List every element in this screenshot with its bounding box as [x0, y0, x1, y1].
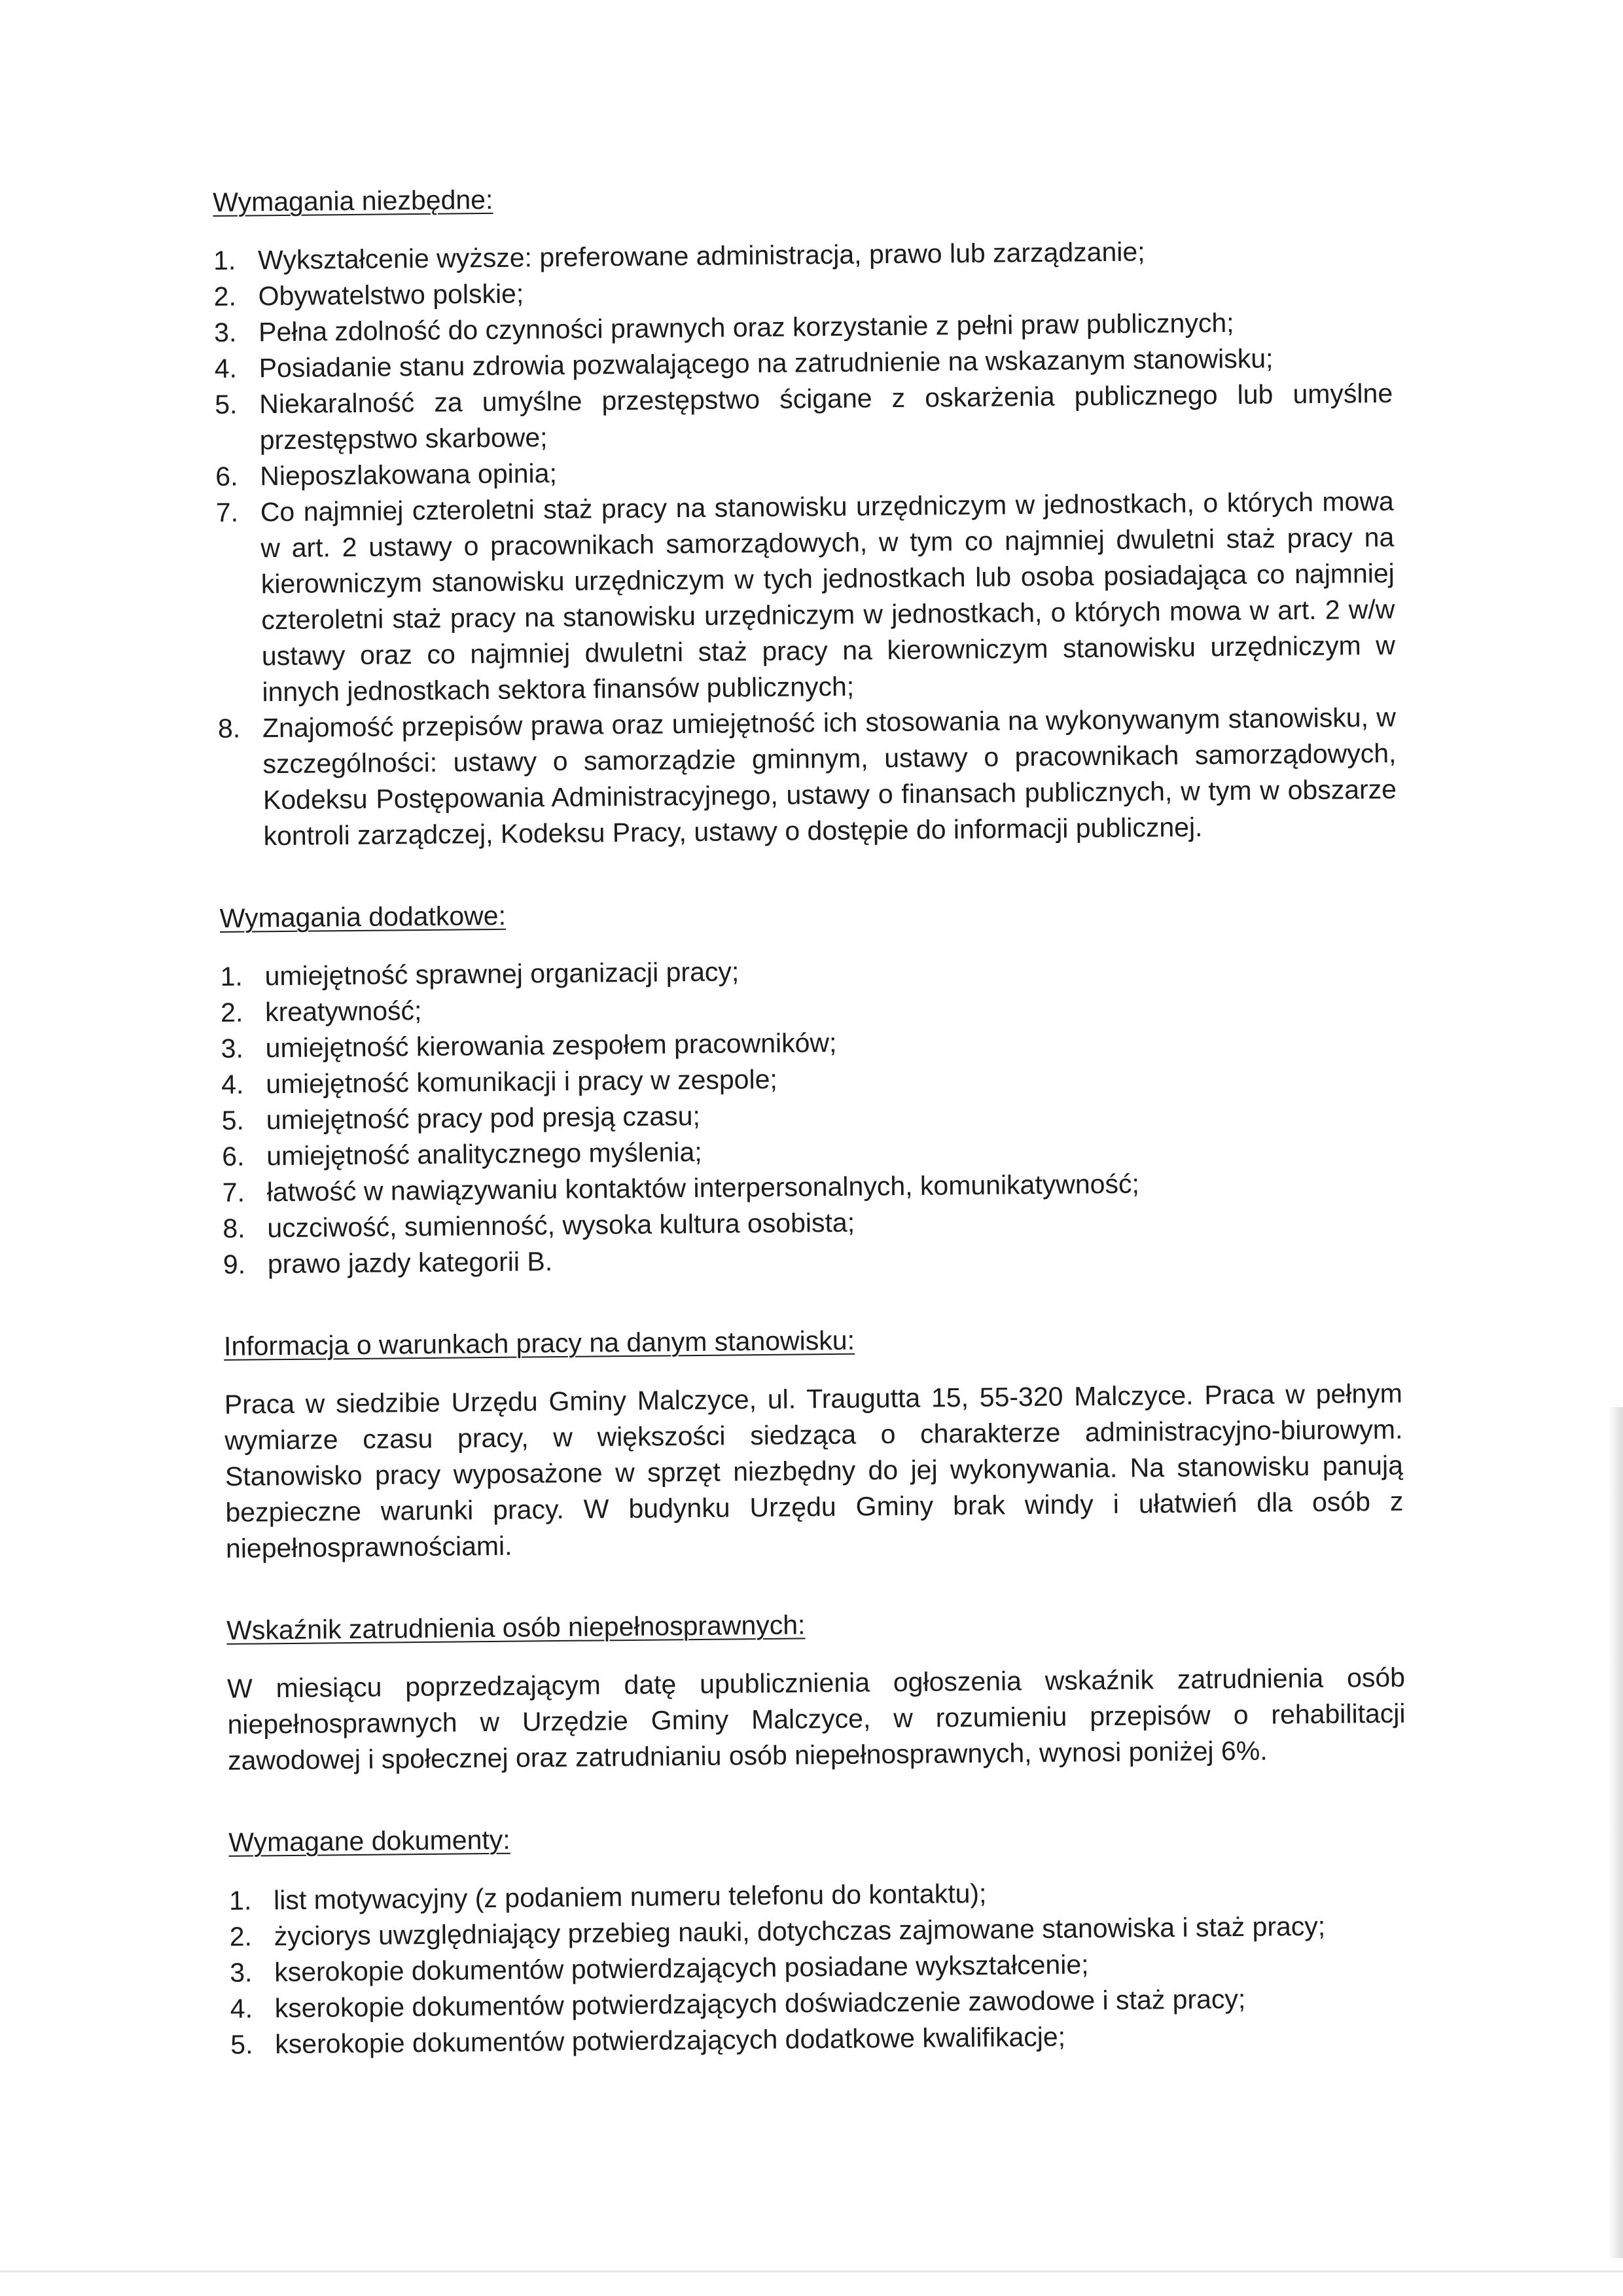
- list-item-text: umiejętność analitycznego myślenia;: [266, 1136, 702, 1172]
- list-item-number: 3.: [213, 317, 237, 348]
- list-item-text: umiejętność sprawnej organizacji pracy;: [264, 956, 740, 992]
- list-item-text: kserokopie dokumentów potwierdzających dodatkowe kwalifikacje;: [275, 2021, 1066, 2060]
- list-item-text: prawo jazdy kategorii B.: [267, 1246, 553, 1280]
- list-item: [218, 700, 1397, 855]
- list-item-text: kserokopie dokumentów potwierdzających doświadczenie zawodowe i staż pracy;: [274, 1983, 1246, 2024]
- list-item-number: 5.: [221, 1105, 245, 1136]
- section-required-requirements: [213, 173, 1397, 855]
- list-item-text: łatwość w nawiązywaniu kontaktów interpersonalnych, komunikatywność;: [266, 1168, 1140, 1208]
- list-item-text: Niekaralność za umyślne przestępstwo ścigane z oskarżenia publicznego lub umyślne przestępstwo skarbowe;: [259, 378, 1393, 456]
- list-item-number: 3.: [230, 1957, 253, 1988]
- list-item-number: 4.: [230, 1993, 253, 2024]
- list-item-number: 2.: [213, 281, 237, 312]
- list-item-number: 8.: [223, 1213, 245, 1244]
- list-item-number: 1.: [220, 961, 243, 992]
- list-item-number: 6.: [222, 1141, 245, 1172]
- list-item-number: 3.: [221, 1033, 244, 1064]
- section-additional-requirements: [220, 889, 1402, 1283]
- scan-shadow-bottom: [0, 2270, 1623, 2272]
- section-heading: Wymagania niezbędne:: [213, 184, 493, 217]
- list-item-number: 7.: [222, 1177, 245, 1208]
- list-item-text: Nieposzlakowana opinia;: [260, 457, 558, 492]
- list-item-text: uczciwość, sumienność, wysoka kultura osobista;: [267, 1207, 855, 1244]
- list-item-text: Pełna zdolność do czynności prawnych oraz korzystanie z pełni praw publicznych;: [258, 308, 1234, 348]
- list-item-text: Wykształcenie wyższe: preferowane administracja, prawo lub zarządzanie;: [257, 236, 1145, 276]
- list-item-text: Znajomość przepisów prawa oraz umiejętność ich stosowania na wykonywanym stanowisku, w szczególności: ustawy o samorządzie gminnym, ustawy o pracownikach samorządowych, Kodeksu Postępowania Administracyjnego, ustawy o finansach publicznych, w tym w obszarze kontroli zarządczej, Kodeksu Pracy, ustawy o dostępie do informacji publicznej.: [262, 702, 1397, 852]
- list-item-text: życiorys uwzględniający przebieg nauki, dotychczas zajmowane stanowiska i staż pracy;: [274, 1910, 1326, 1952]
- list-item-number: 5.: [230, 2029, 253, 2060]
- disability-employment-rate-paragraph: W miesiącu poprzedzającym datę upublicznienia ogłoszenia wskaźnik zatrudnienia osób niepełnosprawnych w Urzędzie Gminy Malczyce, w rozumieniu przepisów o rehabilitacji zawodowej i społecznej oraz zatrudnianiu osób niepełnosprawnych, wynosi poniżej 6%.: [226, 1662, 1406, 1776]
- list-item-number: 8.: [217, 713, 241, 744]
- list-item-number: 6.: [215, 461, 238, 492]
- list-item-text: umiejętność kierowania zespołem pracowników;: [265, 1027, 837, 1064]
- section-required-documents: [228, 1814, 1408, 2063]
- list-item-text: umiejętność komunikacji i pracy w zespole;: [265, 1064, 777, 1100]
- list-item: [216, 484, 1396, 711]
- section-heading: Wymagane dokumenty:: [228, 1824, 510, 1857]
- list-item-text: Posiadanie stanu zdrowia pozwalającego na zatrudnienie na wskazanym stanowisku;: [259, 343, 1274, 384]
- section-heading: Informacja o warunkach pracy na danym stanowisku:: [223, 1325, 855, 1361]
- list-item: [215, 376, 1393, 459]
- list-item-text: Co najmniej czteroletni staż pracy na stanowisku urzędniczym w jednostkach, o których mowa w art. 2 ustawy o pracownikach samorządowych, w tym co najmniej dwuletni staż pracy na kierowniczym stanowisku urzędniczym w tych jednostkach lub osoba posiadająca co najmniej czteroletni staż pracy na stanowisku urzędniczym w jednostkach, o których mowa w art. 2 w/w ustawy oraz co najmniej dwuletni staż pracy na kierowniczym stanowisku urzędniczym w innych jednostkach sektora finansów publicznych;: [260, 486, 1396, 708]
- document-body: [213, 173, 1408, 2063]
- additional-requirements-list: [220, 948, 1401, 1283]
- list-item-number: 4.: [221, 1069, 244, 1100]
- working-conditions-paragraph: Praca w siedzibie Urzędu Gminy Malczyce, ul. Traugutta 15, 55-320 Malczyce. Praca w pełnym wymiarze czasu pracy, w większości siedząca o charakterze administracyjno-biurowym. Stanowisko pracy wyposażone w sprzęt niezbędny do jej wykonywania. Na stanowisku panują bezpieczne warunki pracy. W budynku Urzędu Gminy brak windy i ułatwień dla osób z niepełnosprawnościami.: [224, 1378, 1404, 1564]
- list-item-text: kserokopie dokumentów potwierdzających posiadane wykształcenie;: [274, 1949, 1089, 1988]
- list-item-text: umiejętność pracy pod presją czasu;: [266, 1100, 701, 1136]
- section-heading: Wymagania dodatkowe:: [219, 900, 507, 933]
- required-requirements-list: [213, 232, 1397, 855]
- required-documents-list: [229, 1872, 1409, 2063]
- list-item-number: 7.: [215, 497, 239, 528]
- scan-shadow-right: [1609, 1407, 1623, 2258]
- list-item-number: 1.: [228, 1885, 252, 1916]
- list-item-number: 5.: [215, 389, 238, 420]
- list-item-number: 2.: [220, 997, 243, 1028]
- list-item-number: 2.: [229, 1921, 253, 1952]
- section-disability-employment-rate: [226, 1602, 1406, 1779]
- list-item-number: 4.: [214, 353, 238, 384]
- section-heading: Wskaźnik zatrudnienia osób niepełnosprawnych:: [226, 1609, 806, 1645]
- list-item-text: kreatywność;: [264, 995, 422, 1028]
- section-working-conditions: [224, 1318, 1404, 1567]
- list-item-text: list motywacyjny (z podaniem numeru telefonu do kontaktu);: [273, 1878, 987, 1916]
- list-item-number: 9.: [223, 1249, 246, 1280]
- list-item-text: Obywatelstwo polskie;: [258, 278, 524, 312]
- list-item-number: 1.: [213, 245, 236, 276]
